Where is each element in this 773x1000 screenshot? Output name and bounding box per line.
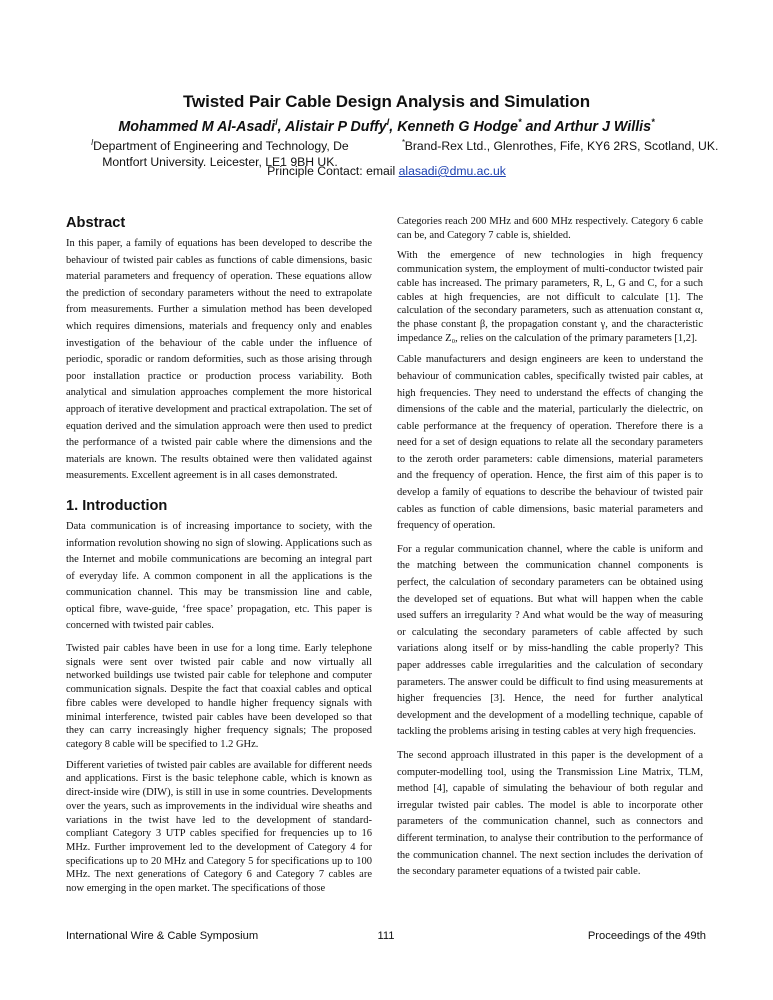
- contact-email-link[interactable]: alasadi@dmu.ac.uk: [398, 164, 506, 178]
- body-paragraph: The second approach illustrated in this paper is the development of a computer-modelling tool, using the Transmission Line Matrix, TLM, method [4], capable of simulating the behaviour of both regular and irregular twisted pair cables. The model is able to incorporate other parameters of the communication channel, such as connectors and different termination, to analyse their contribution to the performance of the communication channel. The next section includes the derivation of the secondary parameter equations of a twisted pair cable.: [397, 749, 703, 878]
- right-column: [397, 215, 703, 888]
- left-column: [66, 214, 372, 903]
- author-name: Arthur J Willis: [554, 118, 652, 135]
- abstract-text: In this paper, a family of equations has been developed to describe the behaviour of twisted pair cables as functions of cable dimensions, basic material parameters and frequency of operation. These equations allow the prediction of secondary parameters without the need to extrapolate from measurements. Further a simulation method has been developed which requires dimensions, materials and frequency only and enables investigation of the behaviour of the cable under the influence of periodic, sporadic or random deformities, such as those arising through poor installation practice or production process variability. Both analytical and simulation approaches complement the more historical approach of iterative development and practical extrapolation. The set of equation derived and the simulation approach were then used to predict the performance of a twisted pair cable where the dimensions and the materials are known. The results obtained were then validated against measurements. Excellent agreement is in all cases demonstrated.: [66, 238, 372, 482]
- intro-paragraph: Data communication is of increasing importance to society, with the information revolution showing no sign of slowing. Applications such as the Internet and mobile communications are becoming an integral part of everyday life. A common component in all the applications is the communication channel. This may be transmission line and cable, optical fibre, wave-guide, ‘free space’ propagation, etc. This paper is concerned with twisted pair cables.: [66, 520, 372, 632]
- affil-text: Department of Engineering and Technology, De Montfort University. Leicester, LE1 9BH UK.: [93, 139, 349, 170]
- affil-mark: *: [401, 138, 405, 147]
- author-name: Alistair P Duffy: [285, 118, 387, 135]
- intro-paragraph: Twisted pair cables have been in use for a long time. Early telephone signals were sent over twisted pair cable and now virtually all networked buildings use twisted pair cable for telephone and computer communication signals. Despite the fact that coaxial cables and optical fibre cables were developed to handle higher frequency signals with minimal interference, twisted pair cables have been developed so that they can carry increasingly higher frequency signals; The proposed category 8 cable will be specified to 1.2 GHz.: [66, 643, 372, 750]
- author-name: Kenneth G Hodge: [397, 118, 518, 135]
- affil-text: Brand-Rex Ltd., Glenrothes, Fife, KY6 2RS, Scotland, UK.: [404, 139, 719, 154]
- body-paragraph: With the emergence of new technologies in high frequency communication system, the employment of multi-conductor twisted pair cable has increased. The primary parameters, R, L, G and C, for a such cables at high frequencies, are not difficult to calculate [1]. The calculation of the secondary parameters, such as attenuation constant α, the phase constant β, the propagation constant γ, and the characteristic impedance Z₀, relies on the calculation of the primary parameters [1,2].: [397, 250, 703, 344]
- author-affil-mark: l: [386, 117, 390, 127]
- abstract-heading: Abstract: [66, 215, 126, 231]
- body-paragraph: Categories reach 200 MHz and 600 MHz respectively. Category 6 cable can be, and Category 7 cable is, shielded.: [397, 216, 703, 241]
- author-affil-mark: *: [517, 117, 522, 127]
- author-affil-mark: *: [651, 117, 655, 127]
- body-paragraph: For a regular communication channel, where the cable is uniform and the matching between the communication channel components is perfect, the calculation of secondary parameters can be obtained using the developed set of equations. But what will happen when the cable used suffers an irregularity ? And what would be the way of measuring or calculating the secondary parameters of cable affected by such variations along itself or by miss-handling the cable properly? This paper addresses cable irregularities and the calculation of secondary parameters. The answer could be difficult to find using measurements at higher frequencies [3]. Hence, the need for further analytical development and the development of a modelling technique, capable of tackling the problems arising in testing cables at very high frequencies.: [397, 543, 703, 738]
- contact-label: Principle Contact: email: [267, 164, 399, 178]
- footer-left: International Wire & Cable Symposium: [66, 930, 259, 942]
- paper-title: Twisted Pair Cable Design Analysis and Simulation: [183, 92, 590, 111]
- contact-line: [0, 164, 773, 178]
- page-number: 111: [377, 930, 395, 942]
- intro-heading: 1. Introduction: [66, 497, 168, 514]
- body-paragraph: Cable manufacturers and design engineers are keen to understand the behaviour of communication cables, specifically twisted pair cables, at high frequencies. They need to understand the effects of changing the dimensions of the cable and the material, particularly the dielectric, on cable performance at the frequency of operation. Therefore there is a need for a set of design equations to relate all the secondary parameters to the zeroth order parameters: cable dimensions, material parameters and the frequency of operation. Hence, the first aim of this paper is to develop a family of equations to describe the behaviour of twisted pair cables as function of cable dimensions, basic material parameters and frequency of operation.: [397, 354, 703, 532]
- author-name: Mohammed M Al-Asadi: [118, 118, 276, 135]
- affiliation-right: [395, 135, 725, 154]
- footer-right: Proceedings of the 49th: [587, 930, 706, 942]
- affil-mark: l: [91, 138, 94, 147]
- author-affil-mark: l: [275, 117, 278, 127]
- intro-paragraph: Different varieties of twisted pair cables are available for different needs and applications. First is the basic telephone cable, which is known as direct-inside wire (DIW), is still in use in some countries. Developments over the years, such as improvements in the individual wire sheaths and variations in the twist have led to the development of standard-compliant Category 3 UTP cables specified for frequencies up to 16 MHz. Further improvement led to the development of Category 4 for specifications up to 20 MHz and Category 5 for specifications up to 100 MHz. The next generations of Category 6 and Category 7 cables are now emerging in the open market. The specifications of those: [66, 759, 372, 895]
- author-list: Mohammed M Al-Asadi$^l$, Alistair P Duffy$^l$, Kenneth G Hodge* and Arthur J Willis*: [118, 117, 655, 135]
